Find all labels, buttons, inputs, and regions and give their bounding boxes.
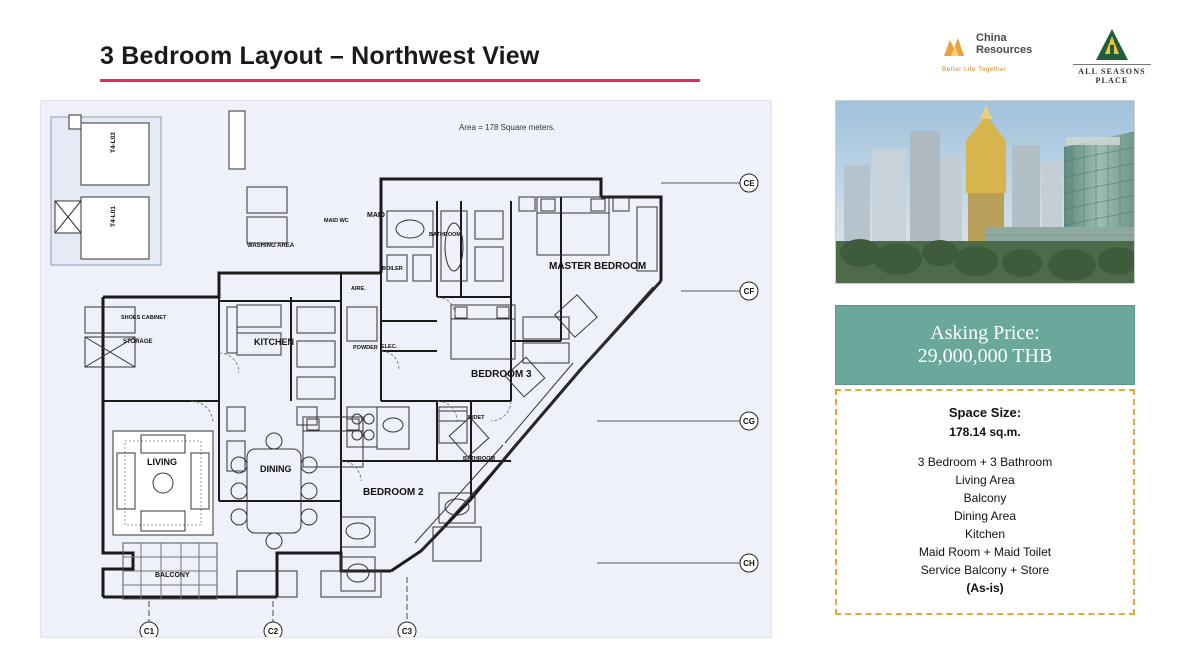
room-label-dining: DINING	[260, 464, 292, 474]
china-resources-line1: China	[976, 32, 1007, 44]
room-label-living: LIVING	[147, 457, 178, 467]
room-label-kitchen: KITCHEN	[254, 337, 294, 347]
china-resources-tagline: Better Life Together	[942, 66, 1007, 73]
room-label-elec: ELEC.	[381, 344, 398, 350]
page-title: 3 Bedroom Layout – Northwest View	[100, 42, 540, 70]
asking-price-label: Asking Price:	[930, 322, 1040, 344]
all-seasons-place-mark-icon	[1093, 28, 1131, 62]
asking-price-value: 29,000,000 THB	[917, 345, 1053, 367]
svg-text:C3: C3	[401, 627, 413, 636]
lift-label-t4-l01: T4-L01	[110, 206, 117, 227]
room-label-washing-area: WASHING AREA	[247, 243, 295, 249]
svg-text:C1: C1	[143, 627, 155, 636]
space-size-value: 178.14 sq.m.	[949, 424, 1021, 439]
svg-text:CE: CE	[743, 179, 755, 188]
room-label-bedroom-3: BEDROOM 3	[471, 369, 532, 380]
room-label-shoes-cabinet: SHOES CABINET	[121, 315, 167, 321]
svg-text:C2: C2	[267, 627, 279, 636]
svg-text:CH: CH	[743, 559, 755, 568]
title-underline	[100, 79, 700, 82]
room-label-master-bedroom: MASTER BEDROOM	[549, 261, 647, 272]
asking-price-box	[835, 305, 1135, 385]
room-label-maid-wc: MAID WC	[324, 218, 349, 224]
room-label-bathroom-2: BATHROOM	[463, 456, 495, 462]
floorplan-drawing	[41, 101, 772, 638]
room-label-bathroom-master: BATHROOM	[429, 232, 461, 238]
floorplan-area-note: Area = 178 Square meters.	[459, 123, 556, 132]
all-seasons-place-name: ALL SEASONS PLACE	[1078, 67, 1146, 85]
room-label-bedroom-2: BEDROOM 2	[363, 487, 424, 498]
room-label-balcony: BALCONY	[155, 572, 190, 579]
floorplan-panel	[40, 100, 772, 638]
space-details-box	[835, 389, 1135, 615]
list-item: (As-is)	[966, 580, 1004, 595]
china-resources-wordmark	[976, 32, 1032, 56]
list-item: Balcony	[963, 490, 1007, 505]
svg-text:CF: CF	[743, 287, 755, 296]
all-seasons-place-rule	[1073, 64, 1151, 65]
all-seasons-place-logo	[1064, 28, 1160, 85]
china-resources-mark-icon	[942, 34, 970, 60]
room-label-storage: STORAGE	[123, 339, 153, 345]
list-item: Kitchen	[964, 526, 1006, 541]
room-label-aire: AIRE.	[351, 286, 366, 292]
list-item: Living Area	[955, 472, 1015, 487]
building-photo	[835, 100, 1135, 284]
room-label-bidet: BIDET	[468, 415, 485, 421]
svg-text:CG: CG	[743, 417, 755, 426]
feature-list	[837, 453, 1133, 597]
room-label-powder: POWDER	[353, 345, 378, 351]
list-item: Service Balcony + Store	[920, 562, 1050, 577]
list-item: 3 Bedroom + 3 Bathroom	[917, 454, 1053, 469]
list-item: Dining Area	[953, 508, 1017, 523]
space-size-label: Space Size:	[948, 405, 1022, 420]
room-label-maid: MAID	[367, 212, 385, 219]
list-item: Maid Room + Maid Toilet	[918, 544, 1052, 559]
room-label-boiler: BOILER	[382, 266, 403, 272]
china-resources-logo	[942, 32, 1052, 77]
china-resources-line2: Resources	[976, 43, 1033, 56]
lift-label-t4-l02: T4-L02	[110, 132, 117, 153]
